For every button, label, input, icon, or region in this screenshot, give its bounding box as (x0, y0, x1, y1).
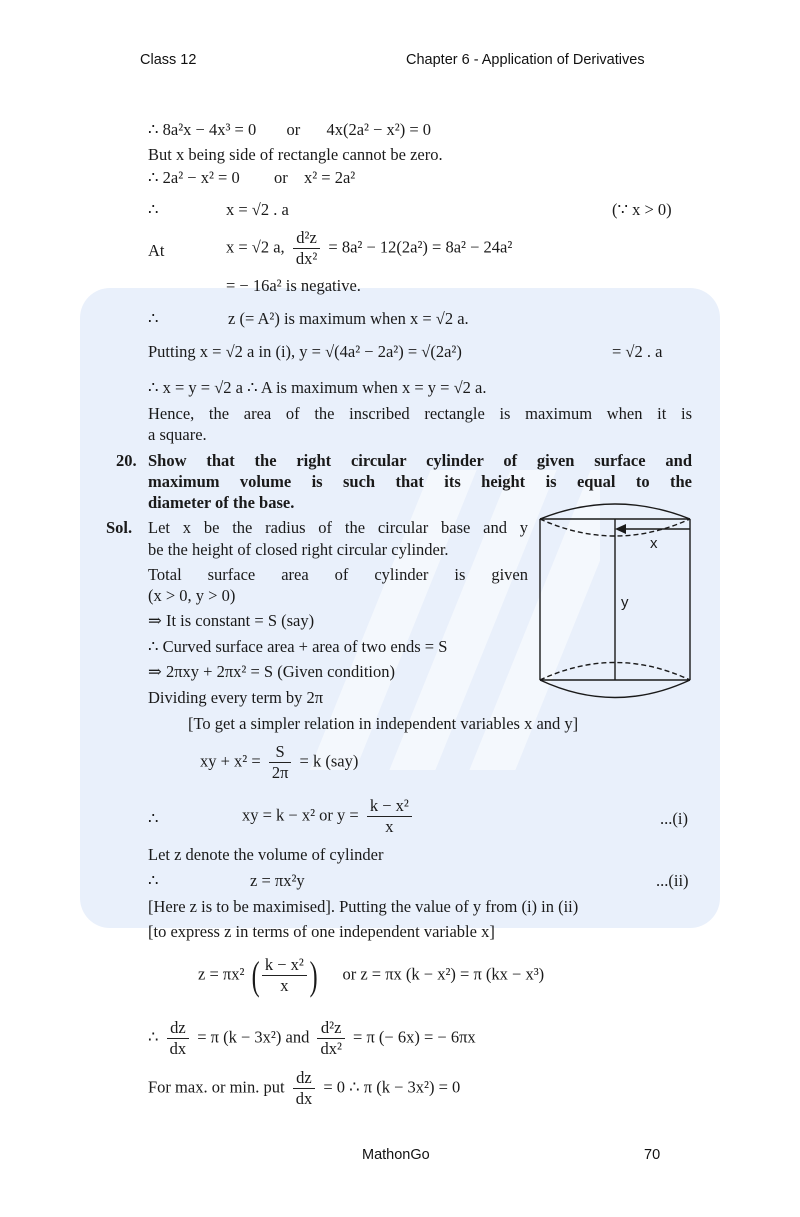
frac-den: x (280, 976, 289, 995)
sol-line-6: ∴ Curved surface area + area of two ends = S (148, 637, 448, 656)
eq-3b: x² = 2a² (303, 168, 356, 187)
therefore-symbol: ∴ (148, 871, 159, 890)
eq-18-rhs: = 0 ∴ π (k − 3x²) = 0 (323, 1077, 461, 1097)
eq-1a: ∴ 8a²x − 4x³ = 0 (148, 120, 257, 139)
fraction-dz-dx (167, 1018, 190, 1059)
question-text-2: maximum volume is such that its height is equal to the (148, 472, 692, 491)
box-line-4-text: Hence, the area of the inscribed rectangle is maximum when it is (148, 404, 692, 423)
question-line-1 (148, 451, 692, 471)
sol-line-1 (148, 518, 528, 538)
therefore-symbol: ∴ (148, 1027, 159, 1047)
left-paren: ( (251, 952, 260, 998)
fraction-k-x2-over-x (262, 955, 307, 996)
header-class: Class 12 (140, 52, 197, 68)
frac-den: dx (295, 1089, 313, 1108)
cylinder-figure (530, 495, 700, 710)
frac-num: k − x² (262, 955, 307, 976)
eq-16-rhs: or z = πx (k − x²) = π (kx − x³) (342, 964, 545, 984)
eq-11-lhs: xy = k − x² or y = (242, 805, 359, 825)
sol-line-18 (148, 1068, 460, 1109)
frac-den: dx² (295, 249, 318, 268)
cylinder-top-arc (540, 504, 690, 519)
eq-18-lhs: For max. or min. put (148, 1077, 285, 1097)
eq-10-rhs: = k (say) (299, 751, 359, 771)
box-line-1: z (= A²) is maximum when x = √2 a. (228, 309, 469, 328)
eq-line-5 (226, 228, 512, 269)
eq-tag-ii: ...(ii) (656, 871, 689, 890)
sol-line-5: ⇒ It is constant = S (say) (148, 611, 315, 630)
right-paren: ) (309, 952, 318, 998)
eq-5-x: x = √2 a, (226, 237, 285, 257)
sol-line-17 (148, 1018, 476, 1059)
frac-den: dx² (320, 1039, 342, 1058)
therefore-symbol: ∴ (148, 309, 159, 328)
box-line-3: ∴ x = y = √2 a ∴ A is maximum when x = y = √2 a. (148, 378, 487, 397)
arrow-head-icon (615, 524, 626, 534)
sol-text-3: Total surface area of cylinder is given (148, 565, 528, 584)
eq-1b: 4x(2a² − x²) = 0 (326, 120, 432, 139)
frac-num: S (269, 742, 292, 763)
eq-5-rhs: = 8a² − 12(2a²) = 8a² − 24a² (328, 237, 513, 257)
frac-den: 2π (271, 763, 289, 782)
frac-den: x (385, 817, 394, 836)
frac-num: d²z (293, 228, 320, 249)
sol-line-11 (242, 796, 416, 837)
sol-line-10 (200, 742, 358, 783)
frac-num: k − x² (367, 796, 412, 817)
frac-num: dz (293, 1068, 316, 1089)
box-line-2-result: = √2 . a (612, 342, 663, 361)
footer-brand: MathonGo (362, 1147, 430, 1163)
eq-17-rhs: = π (− 6x) = − 6πx (353, 1027, 476, 1047)
fraction-d2z-dx2 (317, 1018, 344, 1059)
eq-10-lhs: xy + x² = (200, 751, 261, 771)
sol-line-7: ⇒ 2πxy + 2πx² = S (Given condition) (148, 662, 395, 681)
sol-line-16 (198, 952, 545, 998)
question-number: 20. (116, 451, 137, 470)
sol-line-8: Dividing every term by 2π (148, 688, 324, 707)
frac-num: dz (167, 1018, 190, 1039)
sol-line-12: Let z denote the volume of cylinder (148, 845, 384, 864)
at-label: At (148, 241, 165, 260)
sol-line-9: [To get a simpler relation in independent variables x and y] (188, 714, 579, 733)
eq-line-3 (148, 168, 355, 188)
box-line-2: Putting x = √2 a in (i), y = √(4a² − 2a²) = √(2a²) (148, 342, 462, 361)
question-text-1: Show that the right circular cylinder of given surface and (148, 451, 692, 470)
sol-line-14: [Here z is to be maximised]. Putting the value of y from (i) in (ii) (148, 897, 579, 916)
sol-line-3 (148, 565, 528, 585)
eq-tag-i: ...(i) (660, 809, 688, 828)
solution-label: Sol. (106, 518, 133, 537)
sol-line-4: (x > 0, y > 0) (148, 586, 236, 605)
eq-line-4-reason: (∵ x > 0) (612, 200, 672, 219)
radius-label: x (650, 535, 658, 552)
text-line-2: But x being side of rectangle cannot be zero. (148, 145, 443, 164)
therefore-symbol: ∴ (148, 200, 159, 219)
header-chapter: Chapter 6 - Application of Derivatives (406, 52, 645, 68)
fraction-k-x2-over-x (367, 796, 412, 837)
frac-num: d²z (317, 1018, 344, 1039)
page-number: 70 (644, 1147, 661, 1163)
fraction-s-2pi (269, 742, 292, 783)
fraction-dz-dx (293, 1068, 316, 1109)
fraction-d2z-dx2 (293, 228, 320, 269)
cylinder-bottom-arc (540, 680, 690, 698)
eq-17-mid: = π (k − 3x²) and (197, 1027, 310, 1047)
sol-line-2: be the height of closed right circular cylinder. (148, 540, 449, 559)
sol-line-13: z = πx²y (250, 871, 305, 890)
question-line-3: diameter of the base. (148, 493, 295, 512)
eq-16-lhs: z = πx² (198, 964, 245, 984)
frac-den: dx (169, 1039, 187, 1058)
eq-3-or: or (273, 168, 288, 187)
eq-3a: ∴ 2a² − x² = 0 (148, 168, 240, 187)
eq-1-or: or (286, 120, 301, 139)
height-label: y (621, 594, 629, 611)
eq-line-4: x = √2 . a (226, 200, 289, 219)
eq-line-1 (148, 120, 431, 140)
therefore-symbol: ∴ (148, 809, 159, 828)
box-line-4 (148, 404, 692, 424)
sol-line-15: [to express z in terms of one independent variable x] (148, 922, 495, 941)
question-line-2 (148, 472, 692, 492)
eq-line-6: = − 16a² is negative. (226, 276, 361, 295)
sol-text-1: Let x be the radius of the circular base and y (148, 518, 528, 537)
box-line-5: a square. (148, 425, 207, 444)
